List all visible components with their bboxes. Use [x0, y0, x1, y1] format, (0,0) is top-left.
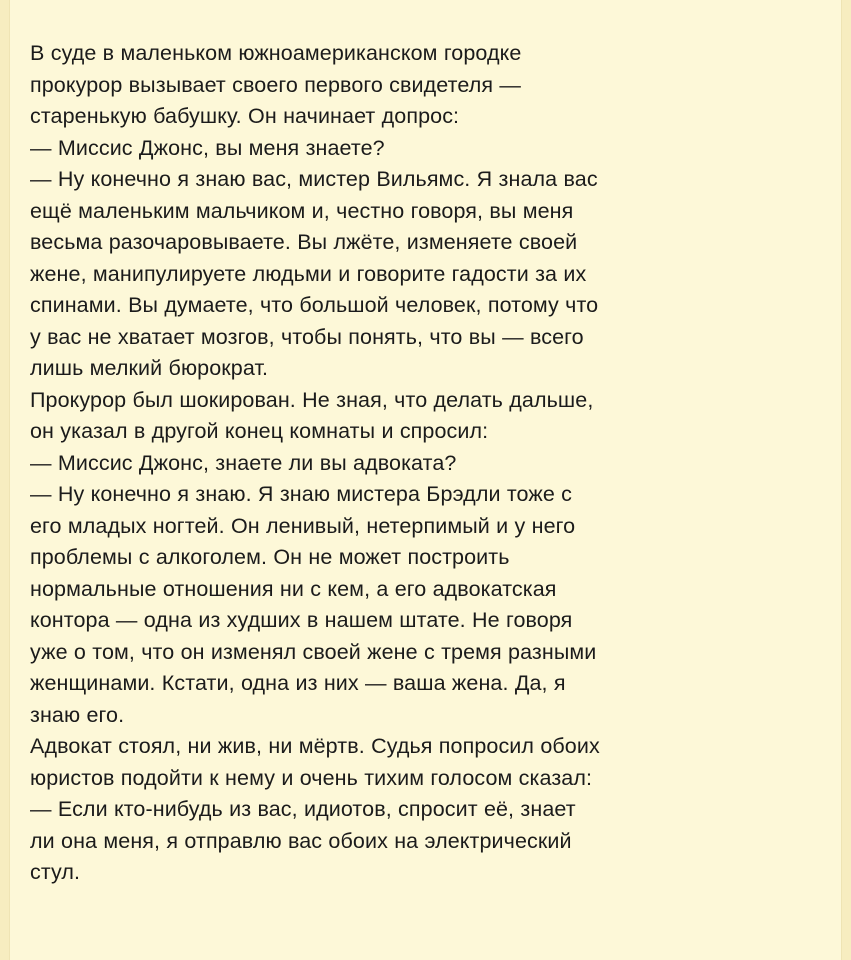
text-line: он указал в другой конец комнаты и спросил:: [30, 419, 489, 443]
text-line: В суде в маленьком южноамериканском городке: [30, 41, 522, 65]
text-line: знаю его.: [30, 702, 125, 727]
text-line: контора — одна из худших в нашем штате. Не говоря: [30, 608, 573, 632]
paragraph-narration-2: [30, 731, 821, 794]
joke-text-body: [30, 38, 821, 889]
paragraph-question-1: [30, 133, 821, 165]
text-line: ещё маленьким мальчиком и, честно говоря, вы меня: [30, 198, 574, 223]
paragraph-intro: [30, 38, 821, 133]
text-line: Прокурор был шокирован. Не зная, что делать дальше,: [30, 387, 594, 412]
text-line: нормальные отношения ни с кем, а его адвокатская: [30, 576, 557, 601]
text-line: юристов подойти к нему и очень тихим голосом сказал:: [30, 765, 593, 790]
text-line: — Ну конечно я знаю. Я знаю мистера Брэдли тоже с: [30, 482, 573, 506]
text-line: жене, манипулируете людьми и говорите гадости за их: [30, 261, 587, 286]
text-line: стул.: [30, 860, 81, 884]
page-right-edge: [841, 0, 851, 960]
paragraph-narration-1: [30, 385, 821, 448]
text-line: уже о том, что он изменял своей жене с тремя разными: [30, 639, 597, 664]
text-line: — Миссис Джонс, знаете ли вы адвоката?: [30, 450, 457, 475]
paragraph-punchline: [30, 794, 821, 889]
text-line: его младых ногтей. Он ленивый, нетерпимый и у него: [30, 513, 576, 538]
page-left-edge: [0, 0, 10, 960]
text-line: спинами. Вы думаете, что большой человек, потому что: [30, 293, 599, 317]
paragraph-answer-2: [30, 479, 821, 731]
text-line: Адвокат стоял, ни жив, ни мёртв. Судья попросил обоих: [30, 734, 600, 758]
text-line: у вас не хватает мозгов, чтобы понять, что вы — всего: [30, 324, 584, 349]
text-line: женщинами. Кстати, одна из них — ваша жена. Да, я: [30, 671, 566, 695]
text-line: ли она меня, я отправлю вас обоих на электрический: [30, 828, 572, 853]
text-line: — Если кто-нибудь из вас, идиотов, спросит её, знает: [30, 797, 576, 821]
text-line: — Ну конечно я знаю вас, мистер Вильямс. Я знала вас: [30, 167, 598, 191]
paragraph-answer-1: [30, 164, 821, 385]
text-line: старенькую бабушку. Он начинает допрос:: [30, 104, 460, 128]
text-line: проблемы с алкоголем. Он не может построить: [30, 545, 510, 569]
text-line: весьма разочаровываете. Вы лжёте, изменяете своей: [30, 230, 578, 254]
text-line: лишь мелкий бюрократ.: [30, 356, 269, 380]
text-line: — Миссис Джонс, вы меня знаете?: [30, 135, 385, 160]
paragraph-question-2: [30, 448, 821, 480]
text-line: прокурор вызывает своего первого свидетеля —: [30, 72, 521, 97]
